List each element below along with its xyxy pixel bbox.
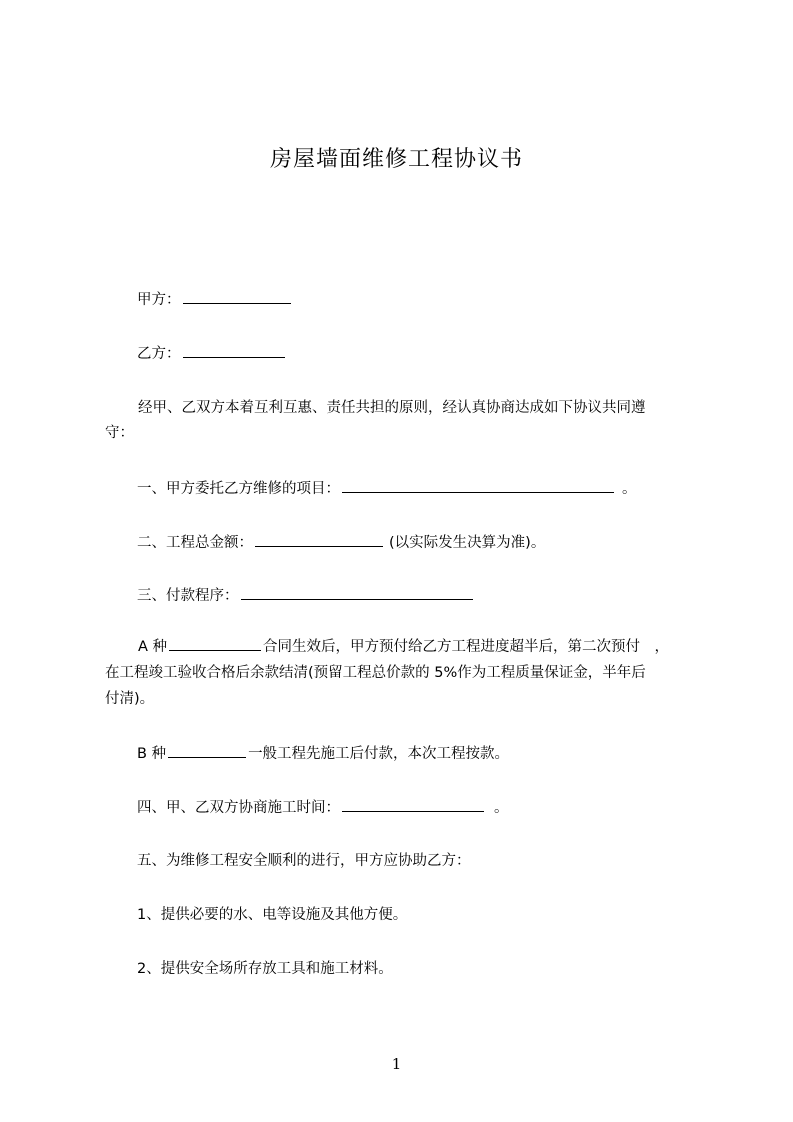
item-1-label: 一、甲方委托乙方维修的项目： <box>137 481 340 497</box>
item-2-blank <box>255 533 383 547</box>
party-a-label: 甲方： <box>137 292 181 308</box>
intro-line-1: 经甲、乙双方本着互利互惠、责任共担的原则，经认真协商达成如下协议共同遵 <box>138 400 646 416</box>
option-b-blank <box>168 744 246 758</box>
document-title: 房屋墙面维修工程协议书 <box>269 147 523 172</box>
option-a-prefix: A 种 <box>138 639 168 655</box>
item-3-label: 三、付款程序： <box>137 588 239 604</box>
intro-line-2: 守： <box>105 425 134 441</box>
party-b-line <box>105 344 735 365</box>
option-a-text-1: 合同生效后，甲方预付给乙方工程进度超半后，第二次预付 ， <box>263 639 670 655</box>
item-1-end: 。 <box>622 481 637 497</box>
option-a-blank <box>169 637 261 651</box>
item-1-blank <box>342 479 614 493</box>
party-a-blank <box>183 290 291 304</box>
sub-item-2: 2、提供安全场所存放工具和施工材料。 <box>137 961 393 977</box>
option-b-text: 一般工程先施工后付款，本次工程按款。 <box>248 746 510 762</box>
item-4-line <box>105 798 735 819</box>
item-4-label: 四、甲、乙双方协商施工时间： <box>137 800 340 816</box>
page-number: 1 <box>391 1055 402 1073</box>
item-2-line <box>105 533 735 554</box>
option-a-line-1 <box>105 637 736 658</box>
option-a-line-2: 在工程竣工验收合格后余款结清(预留工程总价款的 5%作为工程质量保证金，半年后 <box>105 665 646 681</box>
item-2-label: 二、工程总金额： <box>137 535 253 551</box>
item-3-blank <box>241 586 473 600</box>
item-4-blank <box>342 798 484 812</box>
item-5-line: 五、为维修工程安全顺利的进行，甲方应协助乙方： <box>137 853 471 869</box>
item-2-note: (以实际发生决算为准)。 <box>389 535 546 551</box>
party-b-blank <box>183 344 285 358</box>
item-3-line <box>105 586 735 607</box>
sub-item-1: 1、提供必要的水、电等设施及其他方便。 <box>137 907 408 923</box>
item-1-line <box>105 479 735 500</box>
item-4-end: 。 <box>494 800 509 816</box>
option-b-prefix: B 种 <box>137 746 167 762</box>
party-a-line <box>105 290 735 311</box>
party-b-label: 乙方： <box>137 346 181 362</box>
option-b-line <box>105 744 735 765</box>
option-a-line-3: 付清)。 <box>105 691 155 707</box>
